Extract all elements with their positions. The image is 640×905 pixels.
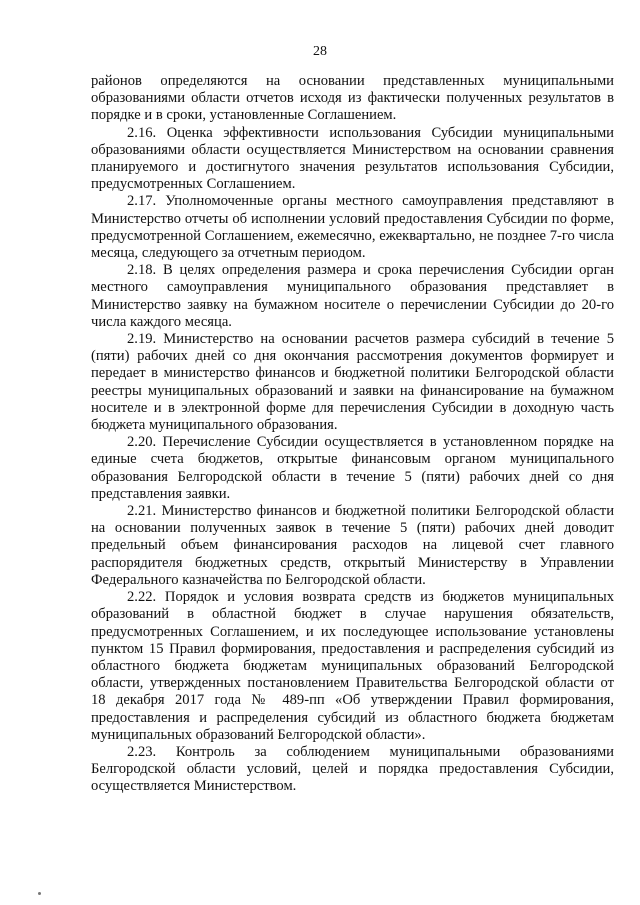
paragraph-2-18: 2.18. В целях определения размера и срока перечисления Субсидии орган местного самоуправления муниципального образования представляет в Министерство заявку на бумажном носителе о перечислении Субсидии до 20-го числа каждого месяца. — [91, 262, 614, 330]
paragraph-2-16: 2.16. Оценка эффективности использования Субсидии муниципальными образованиями области осуществляется Министерством на основании сравнения планируемого и достигнутого значения результатов использования Субсидии, предусмотренных Соглашением. — [91, 124, 614, 193]
scan-artifact-dot — [38, 892, 41, 895]
paragraph-2-23: 2.23. Контроль за соблюдением муниципальными образованиями Белгородской области условий, целей и порядка предоставления Субсидии, осуществляется Министерством. — [91, 743, 614, 795]
paragraph-2-20: 2.20. Перечисление Субсидии осуществляется в установленном порядке на единые счета бюджетов, открытые финансовым органом муниципального образования Белгородской области в течение 5 (пяти) рабочих дней со дня представления заявки. — [91, 434, 614, 502]
paragraph-continuation: районов определяются на основании представленных муниципальными образованиями области отчетов исходя из фактически полученных результатов в порядке и в сроки, установленные Соглашением. — [91, 73, 614, 124]
paragraph-2-22: 2.22. Порядок и условия возврата средств из бюджетов муниципальных образований в областной бюджет в случае нарушения обязательств, предусмотренных Соглашением, и их последующее использование установлены пунктом 15 Правил формирования, предоставления и распределения субсидий из областного бюджета бюджетам муниципальных образований Белгородской области, утвержденных постановлением Правительства Белгородской области от 18 декабря 2017 года № 489-пп «Об утверждении Правил формирования, предоставления и распределения субсидий из областного бюджета бюджетам муниципальных образований Белгородской области». — [91, 589, 614, 743]
page-number: 28 — [313, 44, 327, 59]
paragraph-2-21: 2.21. Министерство финансов и бюджетной политики Белгородской области на основании полученных заявок в течение 5 (пяти) рабочих дней доводит предельный объем финансирования расходов на лицевой счет главного распорядителя бюджетных средств, открытый Министерству в Управлении Федерального казначейства по Белгородской области. — [91, 503, 614, 588]
paragraph-2-19: 2.19. Министерство на основании расчетов размера субсидий в течение 5 (пяти) рабочих дней со дня окончания рассмотрения документов формирует и передает в министерство финансов и бюджетной политики Белгородской области реестры муниципальных образований и заявки на финансирование на бумажном носителе и в электронной форме для перечисления Субсидии в доходную часть бюджета муниципального образования. — [91, 331, 614, 434]
document-body — [91, 73, 614, 796]
paragraph-2-17: 2.17. Уполномоченные органы местного самоуправления представляют в Министерство отчеты об исполнении условий предоставления Субсидии по форме, предусмотренной Соглашением, ежемесячно, ежеквартально, не позднее 7-го числа месяца, следующего за отчетным периодом. — [91, 193, 614, 262]
